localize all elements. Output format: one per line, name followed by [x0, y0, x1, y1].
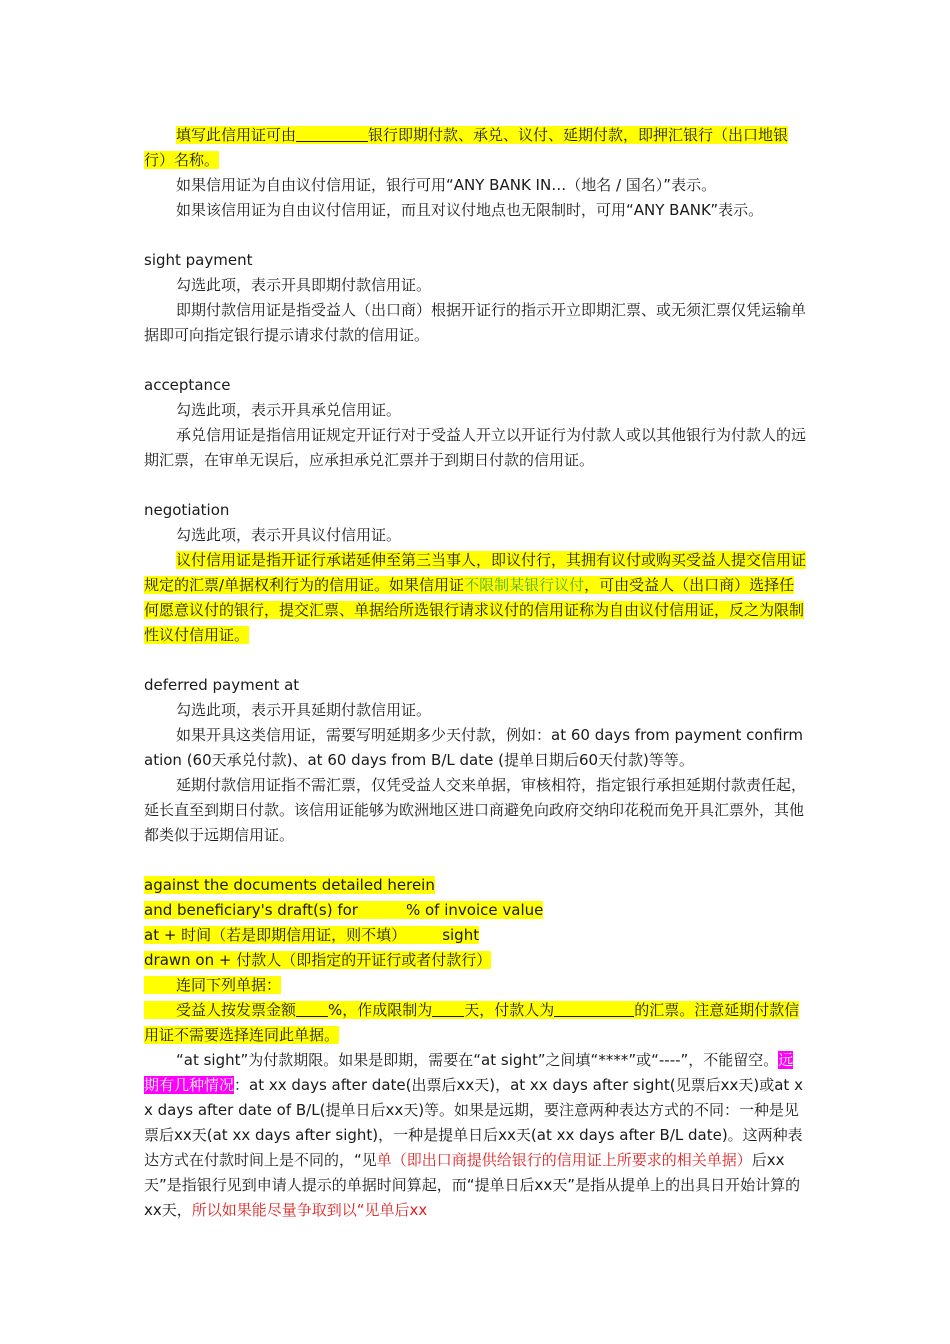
against-line-4: drawn on + 付款人（即指定的开证行或者付款行）	[144, 951, 492, 969]
magenta-text: 远期有几种情况	[144, 1051, 794, 1094]
red-text: 单（即出口商提供给银行的信用证上所要求的相关单据）	[376, 1151, 752, 1169]
negotiation-line-1: 勾选此项，表示开具议付信用证。	[176, 526, 402, 544]
heading-sight-payment: sight payment	[144, 251, 253, 269]
acceptance-line-2: 承兑信用证是指信用证规定开证行对于受益人开立以开证行为付款人或以其他银行为付款人的远期汇票，在审单无误后，应承担承兑汇票并于到期日付款的信用证。	[144, 426, 807, 469]
blank-line	[432, 1000, 464, 1017]
highlight-issuing-bank: 填写此信用证可由 银行即期付款、承兑、议付、延期付款，即押汇银行（出口地银行）名称。	[144, 126, 789, 169]
negotiation-line-2	[144, 548, 808, 648]
against-line-1: against the documents detailed herein	[144, 876, 435, 894]
deferred-line-3: 延期付款信用证指不需汇票，仅凭受益人交来单据，审核相符，指定银行承担延期付款责任起，延长直至到期日付款。该信用证能够为欧洲地区进口商避免向政府交纳印花税而免开具汇票外，其他都类似于远期信用证。	[144, 776, 807, 844]
deferred-line-1: 勾选此项，表示开具延期付款信用证。	[176, 701, 432, 719]
against-line-6: 受益人按发票金额 %，作成限制为 天，付款人为 的汇票。注意延期付款信用证不需要选择连同此单据。	[144, 1001, 800, 1044]
paragraph-any-bank: 如果该信用证为自由议付信用证，而且对议付地点也无限制时，可用“ANY BANK”表示。	[176, 201, 764, 219]
blank-line	[296, 1000, 328, 1017]
heading-deferred-payment: deferred payment at	[144, 676, 300, 694]
heading-acceptance: acceptance	[144, 376, 231, 394]
against-line-3: at + 时间（若是即期信用证，则不填） sight	[144, 926, 480, 944]
blank-line	[296, 125, 368, 142]
paragraph-issuing-bank	[144, 123, 808, 173]
sight-line-1: 勾选此项，表示开具即期付款信用证。	[176, 276, 432, 294]
green-text: 不限制某银行议付	[464, 576, 585, 594]
deferred-line-2: 如果开具这类信用证，需要写明延期多少天付款，例如：at 60 days from payment confirmation (60天承兑付款)、at 60 days from B/L date (提单日期后60天付款)等等。	[144, 726, 804, 769]
paragraph-at-sight: “at sight”为付款期限。如果是即期，需要在“at sight”之间填“****”或“----”，不能留空。远期有几种情况：at xx days after date(出票后xx天)，at xx days after sight(见票后xx天)或at xx days after date of B/L(提单日后xx天)等。如果是远期，要注意两种表达方式的不同：一种是见票后xx天(at xx days after sight)，一种是提单日后xx天(at xx days after B/L date)。这两种表达方式在付款时间上是不同的，“见单（即出口商提供给银行的信用证上所要求的相关单据）后xx天”是指银行见到申请人提示的单据时间算起，而“提单日后xx天”是指从提单上的出具日开始计算的xx天，所以如果能尽量争取到以“见单后xx	[144, 1051, 803, 1219]
highlight-negotiation: 议付信用证是指开证行承诺延伸至第三当事人，即议付行，其拥有议付或购买受益人提交信用证规定的汇票/单据权利行为的信用证。如果信用证不限制某银行议付，可由受益人（出口商）选择任何愿意议付的银行，提交汇票、单据给所选银行请求议付的信用证称为自由议付信用证，反之为限制性议付信用证。	[144, 551, 807, 644]
document-page	[144, 123, 808, 1223]
against-line-2: and beneficiary's draft(s) for % of invoice value	[144, 901, 544, 919]
paragraph-any-bank-in: 如果信用证为自由议付信用证，银行可用“ANY BANK IN…（地名 / 国名）”表示。	[176, 176, 717, 194]
acceptance-line-1: 勾选此项，表示开具承兑信用证。	[176, 401, 402, 419]
red-text: 所以如果能尽量争取到以“见单后xx	[191, 1201, 428, 1219]
blank-line	[554, 1000, 634, 1017]
heading-negotiation: negotiation	[144, 501, 230, 519]
against-line-5: 连同下列单据：	[144, 973, 808, 998]
sight-line-2: 即期付款信用证是指受益人（出口商）根据开证行的指示开立即期汇票、或无须汇票仅凭运输单据即可向指定银行提示请求付款的信用证。	[144, 301, 807, 344]
